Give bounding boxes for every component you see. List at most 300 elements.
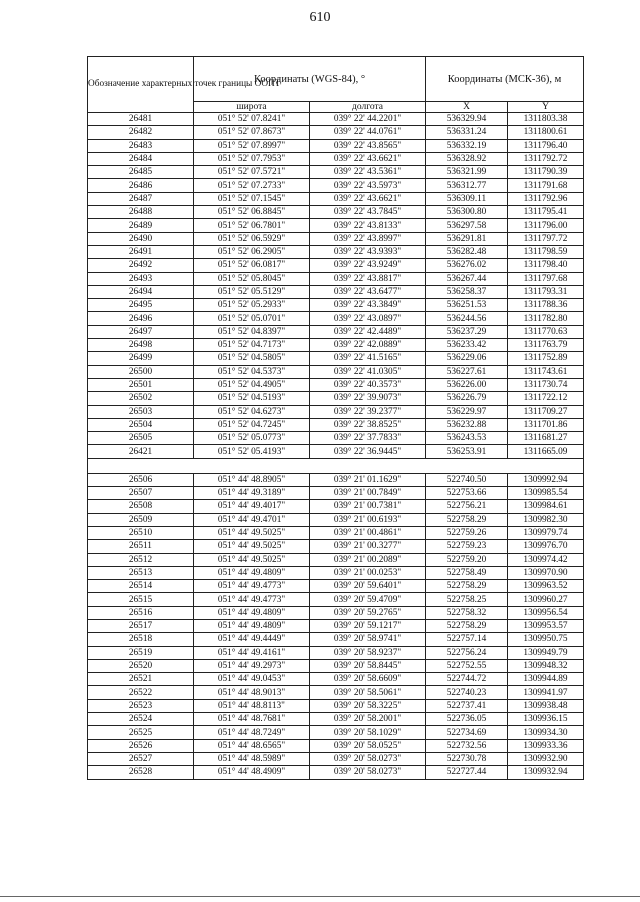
y-cell: 1311709.27 [508, 405, 584, 418]
longitude-cell: 039° 22' 43.9249" [310, 259, 426, 272]
point-id-cell: 26499 [88, 352, 194, 365]
x-cell: 522758.49 [426, 566, 508, 579]
table-row [88, 487, 584, 500]
y-cell: 1309932.90 [508, 752, 584, 765]
x-cell: 522740.50 [426, 473, 508, 486]
point-id-cell: 26523 [88, 699, 194, 712]
longitude-cell: 039° 21' 00.2089" [310, 553, 426, 566]
x-cell: 522758.29 [426, 513, 508, 526]
point-id-cell: 26524 [88, 713, 194, 726]
y-cell: 1309948.32 [508, 659, 584, 672]
x-cell: 522757.14 [426, 633, 508, 646]
table-row [88, 152, 584, 165]
point-id-cell: 26517 [88, 619, 194, 632]
table-row [88, 566, 584, 579]
table-body-group-2 [88, 473, 584, 779]
x-cell: 522732.56 [426, 739, 508, 752]
longitude-cell: 039° 20' 59.1217" [310, 619, 426, 632]
y-cell: 1311796.40 [508, 139, 584, 152]
table-row [88, 752, 584, 765]
point-id-cell: 26481 [88, 113, 194, 126]
y-cell: 1311796.00 [508, 219, 584, 232]
longitude-cell: 039° 22' 41.0305" [310, 365, 426, 378]
latitude-cell: 051° 52' 04.8397" [194, 325, 310, 338]
latitude-cell: 051° 44' 48.5989" [194, 752, 310, 765]
y-cell: 1309976.70 [508, 540, 584, 553]
y-cell: 1309936.15 [508, 713, 584, 726]
longitude-cell: 039° 22' 43.8133" [310, 219, 426, 232]
latitude-cell: 051° 44' 49.4809" [194, 606, 310, 619]
longitude-cell: 039° 22' 43.9393" [310, 245, 426, 258]
point-id-cell: 26498 [88, 339, 194, 352]
table-row [88, 113, 584, 126]
y-cell: 1309949.79 [508, 646, 584, 659]
longitude-cell: 039° 21' 01.1629" [310, 473, 426, 486]
point-id-cell: 26494 [88, 285, 194, 298]
latitude-cell: 051° 44' 48.7681" [194, 713, 310, 726]
table-row [88, 219, 584, 232]
x-cell: 536312.77 [426, 179, 508, 192]
x-cell: 522744.72 [426, 673, 508, 686]
latitude-cell: 051° 44' 49.4809" [194, 566, 310, 579]
y-cell: 1311797.68 [508, 272, 584, 285]
latitude-cell: 051° 52' 06.7801" [194, 219, 310, 232]
longitude-cell: 039° 22' 42.0889" [310, 339, 426, 352]
table-row [88, 312, 584, 325]
longitude-cell: 039° 22' 43.7845" [310, 206, 426, 219]
latitude-cell: 051° 44' 49.4809" [194, 619, 310, 632]
longitude-cell: 039° 21' 00.7381" [310, 500, 426, 513]
y-cell: 1311798.59 [508, 245, 584, 258]
point-id-cell: 26503 [88, 405, 194, 418]
point-id-cell: 26515 [88, 593, 194, 606]
y-cell: 1311798.40 [508, 259, 584, 272]
latitude-cell: 051° 52' 04.7173" [194, 339, 310, 352]
table-row [88, 139, 584, 152]
table-row [88, 726, 584, 739]
point-id-cell: 26511 [88, 540, 194, 553]
latitude-cell: 051° 52' 07.8673" [194, 126, 310, 139]
latitude-cell: 051° 44' 49.4701" [194, 513, 310, 526]
x-cell: 522758.29 [426, 619, 508, 632]
point-id-cell: 26513 [88, 566, 194, 579]
table-row [88, 633, 584, 646]
coordinates-table [87, 56, 584, 780]
latitude-cell: 051° 52' 07.8997" [194, 139, 310, 152]
y-cell: 1309950.75 [508, 633, 584, 646]
table-row [88, 232, 584, 245]
y-cell: 1311730.74 [508, 378, 584, 391]
y-cell: 1311722.12 [508, 392, 584, 405]
table-body-group-1 [88, 113, 584, 459]
point-id-cell: 26516 [88, 606, 194, 619]
longitude-cell: 039° 21' 00.3277" [310, 540, 426, 553]
table-row [88, 513, 584, 526]
longitude-cell: 039° 20' 59.6401" [310, 580, 426, 593]
y-cell: 1309992.94 [508, 473, 584, 486]
table-row [88, 245, 584, 258]
separator-row [88, 458, 584, 473]
table-row [88, 392, 584, 405]
table-row [88, 126, 584, 139]
y-cell: 1311797.72 [508, 232, 584, 245]
header-latitude: широта [194, 102, 310, 113]
longitude-cell: 039° 20' 58.9237" [310, 646, 426, 659]
longitude-cell: 039° 21' 00.6193" [310, 513, 426, 526]
y-cell: 1309979.74 [508, 526, 584, 539]
table-row [88, 526, 584, 539]
x-cell: 522759.23 [426, 540, 508, 553]
y-cell: 1311681.27 [508, 432, 584, 445]
x-cell: 536321.99 [426, 166, 508, 179]
y-cell: 1309944.89 [508, 673, 584, 686]
x-cell: 522756.24 [426, 646, 508, 659]
longitude-cell: 039° 20' 58.8445" [310, 659, 426, 672]
point-id-cell: 26492 [88, 259, 194, 272]
table-row [88, 259, 584, 272]
header-longitude: долгота [310, 102, 426, 113]
longitude-cell: 039° 21' 00.0253" [310, 566, 426, 579]
table-row [88, 418, 584, 431]
header-y: Y [508, 102, 584, 113]
latitude-cell: 051° 52' 06.0817" [194, 259, 310, 272]
latitude-cell: 051° 44' 49.4773" [194, 593, 310, 606]
point-id-cell: 26504 [88, 418, 194, 431]
header-oopt: Обозначение характерных точек границы ООПТ [88, 57, 194, 113]
y-cell: 1311743.61 [508, 365, 584, 378]
y-cell: 1309941.97 [508, 686, 584, 699]
point-id-cell: 26485 [88, 166, 194, 179]
longitude-cell: 039° 20' 58.1029" [310, 726, 426, 739]
latitude-cell: 051° 52' 04.6273" [194, 405, 310, 418]
latitude-cell: 051° 52' 05.2933" [194, 299, 310, 312]
table-row [88, 445, 584, 458]
y-cell: 1311800.61 [508, 126, 584, 139]
table-row [88, 365, 584, 378]
latitude-cell: 051° 52' 07.2733" [194, 179, 310, 192]
longitude-cell: 039° 22' 44.2201" [310, 113, 426, 126]
y-cell: 1311665.09 [508, 445, 584, 458]
longitude-cell: 039° 22' 43.0897" [310, 312, 426, 325]
longitude-cell: 039° 20' 58.2001" [310, 713, 426, 726]
y-cell: 1311795.41 [508, 206, 584, 219]
longitude-cell: 039° 22' 43.8817" [310, 272, 426, 285]
latitude-cell: 051° 44' 48.6565" [194, 739, 310, 752]
table-row [88, 339, 584, 352]
y-cell: 1309938.48 [508, 699, 584, 712]
point-id-cell: 26527 [88, 752, 194, 765]
y-cell: 1309934.30 [508, 726, 584, 739]
table-row [88, 646, 584, 659]
table-row [88, 299, 584, 312]
x-cell: 522759.26 [426, 526, 508, 539]
latitude-cell: 051° 44' 49.4017" [194, 500, 310, 513]
longitude-cell: 039° 22' 43.6477" [310, 285, 426, 298]
table-row [88, 580, 584, 593]
point-id-cell: 26510 [88, 526, 194, 539]
y-cell: 1309933.36 [508, 739, 584, 752]
table-row [88, 659, 584, 672]
x-cell: 536226.79 [426, 392, 508, 405]
x-cell: 522752.55 [426, 659, 508, 672]
table-row [88, 540, 584, 553]
longitude-cell: 039° 22' 38.8525" [310, 418, 426, 431]
table-separator [88, 458, 584, 473]
latitude-cell: 051° 52' 07.1545" [194, 192, 310, 205]
longitude-cell: 039° 22' 37.7833" [310, 432, 426, 445]
table-row [88, 473, 584, 486]
longitude-cell: 039° 20' 58.0273" [310, 752, 426, 765]
y-cell: 1311782.80 [508, 312, 584, 325]
latitude-cell: 051° 44' 48.9013" [194, 686, 310, 699]
longitude-cell: 039° 21' 00.4861" [310, 526, 426, 539]
y-cell: 1311788.36 [508, 299, 584, 312]
longitude-cell: 039° 20' 58.0525" [310, 739, 426, 752]
header-wgs84: Координаты (WGS-84), ° [194, 57, 426, 102]
x-cell: 536300.80 [426, 206, 508, 219]
x-cell: 536229.97 [426, 405, 508, 418]
point-id-cell: 26487 [88, 192, 194, 205]
table-row [88, 739, 584, 752]
latitude-cell: 051° 52' 05.4193" [194, 445, 310, 458]
point-id-cell: 26502 [88, 392, 194, 405]
x-cell: 536253.91 [426, 445, 508, 458]
x-cell: 536232.88 [426, 418, 508, 431]
x-cell: 522730.78 [426, 752, 508, 765]
latitude-cell: 051° 44' 49.4161" [194, 646, 310, 659]
point-id-cell: 26491 [88, 245, 194, 258]
point-id-cell: 26483 [88, 139, 194, 152]
point-id-cell: 26486 [88, 179, 194, 192]
latitude-cell: 051° 44' 48.8905" [194, 473, 310, 486]
latitude-cell: 051° 52' 07.7953" [194, 152, 310, 165]
x-cell: 536229.06 [426, 352, 508, 365]
latitude-cell: 051° 44' 49.3189" [194, 487, 310, 500]
x-cell: 536233.42 [426, 339, 508, 352]
longitude-cell: 039° 20' 58.3225" [310, 699, 426, 712]
latitude-cell: 051° 52' 07.5721" [194, 166, 310, 179]
point-id-cell: 26522 [88, 686, 194, 699]
latitude-cell: 051° 52' 06.5929" [194, 232, 310, 245]
longitude-cell: 039° 22' 39.2377" [310, 405, 426, 418]
point-id-cell: 26506 [88, 473, 194, 486]
longitude-cell: 039° 22' 43.5361" [310, 166, 426, 179]
point-id-cell: 26508 [88, 500, 194, 513]
x-cell: 522758.32 [426, 606, 508, 619]
latitude-cell: 051° 52' 05.5129" [194, 285, 310, 298]
table-row [88, 766, 584, 779]
table-row [88, 619, 584, 632]
table-row [88, 500, 584, 513]
y-cell: 1309956.54 [508, 606, 584, 619]
x-cell: 522758.29 [426, 580, 508, 593]
point-id-cell: 26497 [88, 325, 194, 338]
table-header [88, 57, 584, 113]
table-row [88, 686, 584, 699]
table-row [88, 179, 584, 192]
y-cell: 1309932.94 [508, 766, 584, 779]
latitude-cell: 051° 44' 49.2973" [194, 659, 310, 672]
point-id-cell: 26520 [88, 659, 194, 672]
latitude-cell: 051° 44' 48.4909" [194, 766, 310, 779]
y-cell: 1311792.72 [508, 152, 584, 165]
longitude-cell: 039° 22' 43.6621" [310, 152, 426, 165]
point-id-cell: 26507 [88, 487, 194, 500]
x-cell: 522753.66 [426, 487, 508, 500]
point-id-cell: 26521 [88, 673, 194, 686]
longitude-cell: 039° 20' 58.6609" [310, 673, 426, 686]
latitude-cell: 051° 52' 07.8241" [194, 113, 310, 126]
table-row [88, 272, 584, 285]
point-id-cell: 26490 [88, 232, 194, 245]
table-row [88, 405, 584, 418]
x-cell: 536251.53 [426, 299, 508, 312]
point-id-cell: 26509 [88, 513, 194, 526]
x-cell: 536329.94 [426, 113, 508, 126]
y-cell: 1309982.30 [508, 513, 584, 526]
x-cell: 522727.44 [426, 766, 508, 779]
table-row [88, 432, 584, 445]
x-cell: 522734.69 [426, 726, 508, 739]
point-id-cell: 26482 [88, 126, 194, 139]
x-cell: 536276.02 [426, 259, 508, 272]
x-cell: 522758.25 [426, 593, 508, 606]
point-id-cell: 26518 [88, 633, 194, 646]
longitude-cell: 039° 22' 43.8565" [310, 139, 426, 152]
x-cell: 536227.61 [426, 365, 508, 378]
longitude-cell: 039° 22' 36.9445" [310, 445, 426, 458]
latitude-cell: 051° 44' 48.7249" [194, 726, 310, 739]
longitude-cell: 039° 21' 00.7849" [310, 487, 426, 500]
latitude-cell: 051° 52' 04.5373" [194, 365, 310, 378]
y-cell: 1309985.54 [508, 487, 584, 500]
longitude-cell: 039° 22' 43.5973" [310, 179, 426, 192]
longitude-cell: 039° 22' 43.3849" [310, 299, 426, 312]
latitude-cell: 051° 44' 49.4773" [194, 580, 310, 593]
table-row [88, 553, 584, 566]
latitude-cell: 051° 52' 04.7245" [194, 418, 310, 431]
latitude-cell: 051° 52' 05.8045" [194, 272, 310, 285]
point-id-cell: 26421 [88, 445, 194, 458]
y-cell: 1311793.31 [508, 285, 584, 298]
longitude-cell: 039° 22' 42.4489" [310, 325, 426, 338]
x-cell: 522736.05 [426, 713, 508, 726]
latitude-cell: 051° 44' 49.5025" [194, 553, 310, 566]
x-cell: 536267.44 [426, 272, 508, 285]
longitude-cell: 039° 20' 58.9741" [310, 633, 426, 646]
x-cell: 536328.92 [426, 152, 508, 165]
longitude-cell: 039° 20' 58.0273" [310, 766, 426, 779]
table-row [88, 285, 584, 298]
x-cell: 536309.11 [426, 192, 508, 205]
header-x: X [426, 102, 508, 113]
y-cell: 1311790.39 [508, 166, 584, 179]
point-id-cell: 26484 [88, 152, 194, 165]
point-id-cell: 26505 [88, 432, 194, 445]
longitude-cell: 039° 22' 40.3573" [310, 378, 426, 391]
point-id-cell: 26493 [88, 272, 194, 285]
table-row [88, 673, 584, 686]
y-cell: 1309963.52 [508, 580, 584, 593]
point-id-cell: 26501 [88, 378, 194, 391]
point-id-cell: 26495 [88, 299, 194, 312]
longitude-cell: 039° 20' 59.4709" [310, 593, 426, 606]
x-cell: 536226.00 [426, 378, 508, 391]
latitude-cell: 051° 52' 06.8845" [194, 206, 310, 219]
y-cell: 1309960.27 [508, 593, 584, 606]
latitude-cell: 051° 52' 04.5193" [194, 392, 310, 405]
table-row [88, 192, 584, 205]
longitude-cell: 039° 22' 44.0761" [310, 126, 426, 139]
table-row [88, 593, 584, 606]
x-cell: 522740.23 [426, 686, 508, 699]
x-cell: 536291.81 [426, 232, 508, 245]
x-cell: 536332.19 [426, 139, 508, 152]
table-row [88, 713, 584, 726]
table-row [88, 606, 584, 619]
x-cell: 536258.37 [426, 285, 508, 298]
y-cell: 1309970.90 [508, 566, 584, 579]
y-cell: 1311770.63 [508, 325, 584, 338]
point-id-cell: 26500 [88, 365, 194, 378]
table-row [88, 352, 584, 365]
table-row [88, 699, 584, 712]
longitude-cell: 039° 20' 59.2765" [310, 606, 426, 619]
latitude-cell: 051° 52' 05.0773" [194, 432, 310, 445]
y-cell: 1311752.89 [508, 352, 584, 365]
y-cell: 1309953.57 [508, 619, 584, 632]
x-cell: 536237.29 [426, 325, 508, 338]
latitude-cell: 051° 52' 05.0701" [194, 312, 310, 325]
point-id-cell: 26514 [88, 580, 194, 593]
y-cell: 1311701.86 [508, 418, 584, 431]
y-cell: 1309984.61 [508, 500, 584, 513]
header-msk36: Координаты (МСК-36), м [426, 57, 584, 102]
x-cell: 536297.58 [426, 219, 508, 232]
point-id-cell: 26496 [88, 312, 194, 325]
latitude-cell: 051° 52' 04.5805" [194, 352, 310, 365]
latitude-cell: 051° 44' 48.8113" [194, 699, 310, 712]
page-number: 610 [309, 10, 331, 25]
x-cell: 536331.24 [426, 126, 508, 139]
x-cell: 522759.20 [426, 553, 508, 566]
point-id-cell: 26512 [88, 553, 194, 566]
latitude-cell: 051° 44' 49.0453" [194, 673, 310, 686]
longitude-cell: 039° 22' 43.6621" [310, 192, 426, 205]
y-cell: 1311792.96 [508, 192, 584, 205]
latitude-cell: 051° 52' 04.4905" [194, 378, 310, 391]
longitude-cell: 039° 22' 41.5165" [310, 352, 426, 365]
point-id-cell: 26525 [88, 726, 194, 739]
x-cell: 536243.53 [426, 432, 508, 445]
longitude-cell: 039° 22' 39.9073" [310, 392, 426, 405]
point-id-cell: 26488 [88, 206, 194, 219]
table-row [88, 206, 584, 219]
x-cell: 536244.56 [426, 312, 508, 325]
table-row [88, 325, 584, 338]
y-cell: 1309974.42 [508, 553, 584, 566]
point-id-cell: 26519 [88, 646, 194, 659]
latitude-cell: 051° 44' 49.5025" [194, 540, 310, 553]
x-cell: 522756.21 [426, 500, 508, 513]
longitude-cell: 039° 20' 58.5061" [310, 686, 426, 699]
x-cell: 536282.48 [426, 245, 508, 258]
latitude-cell: 051° 44' 49.5025" [194, 526, 310, 539]
x-cell: 522737.41 [426, 699, 508, 712]
bottom-rule [0, 896, 640, 897]
point-id-cell: 26489 [88, 219, 194, 232]
y-cell: 1311791.68 [508, 179, 584, 192]
